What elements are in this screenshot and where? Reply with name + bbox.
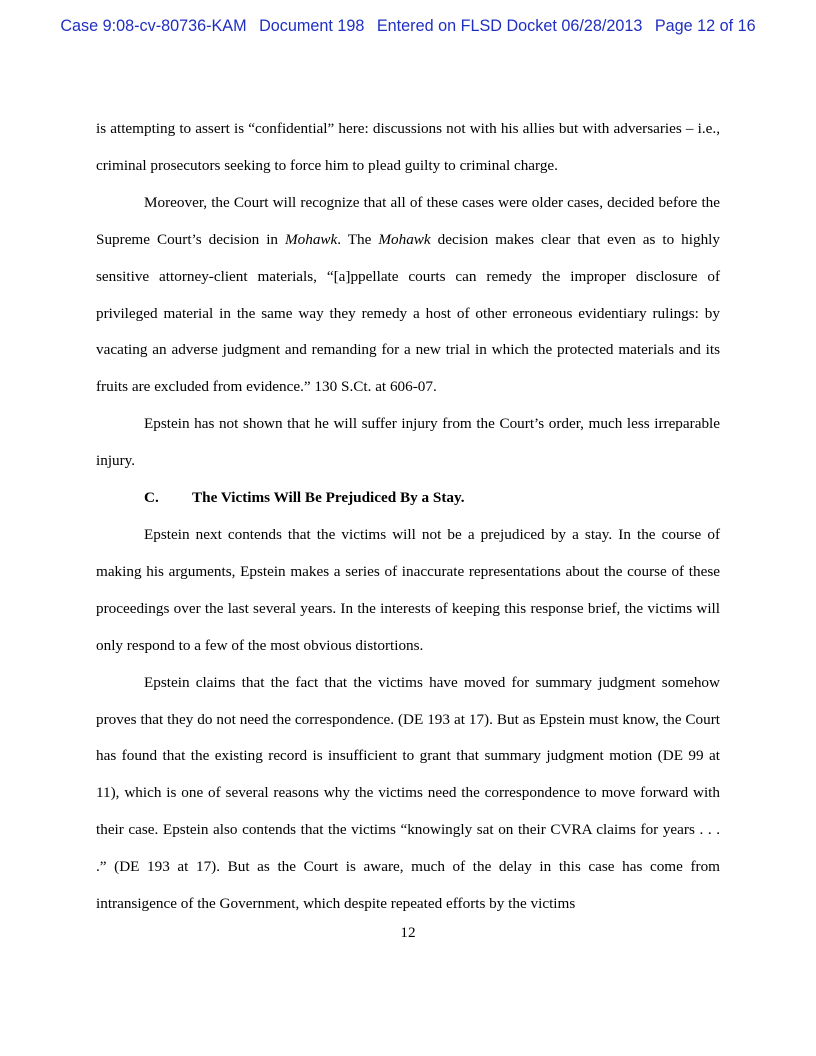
- page-number: 12: [400, 924, 416, 941]
- page-count: Page 12 of 16: [654, 17, 756, 35]
- paragraph-5: Epstein claims that the fact that the victims have moved for summary judgment somehow proves that they do not need the correspondence. (DE 193 at 17). But as Epstein must know, the Court has found that the existing record is insufficient to grant that summary judgment motion (DE 99 at 11), which is one of several reasons why the victims need the correspondence to move forward with their case. Epstein also contends that the victims “knowingly sat on their CVRA claims for years . . . .” (DE 193 at 17). But as the Court is aware, much of the delay in this case has come from intransigence of the Government, which despite repeated efforts by the victims: [96, 673, 720, 913]
- case-name-mohawk-2: Mohawk: [378, 230, 431, 248]
- section-title: The Victims Will Be Prejudiced By a Stay.: [192, 489, 465, 507]
- case-number: Case 9:08-cv-80736-KAM: [60, 17, 247, 35]
- paragraph-1: is attempting to assert is “confidential” here: discussions not with his allies but with adversaries – i.e., criminal prosecutors seeking to force him to plead guilty to criminal charge.: [96, 120, 720, 174]
- case-name-mohawk: Mohawk: [284, 230, 338, 248]
- section-heading: [96, 480, 720, 517]
- document-number: Document 198: [259, 17, 365, 35]
- paragraph-4: Epstein next contends that the victims will not be a prejudiced by a stay. In the course of making his arguments, Epstein makes a series of inaccurate representations about the course of these proceedings over the last several years. In the interests of keeping this response brief, the victims will only respond to a few of the most obvious distortions.: [96, 525, 720, 654]
- docket-entry: Entered on FLSD Docket 06/28/2013: [376, 17, 643, 35]
- docket-header: [0, 17, 816, 36]
- paragraph-2-part-c: decision makes clear that even as to highly sensitive attorney-client materials, “[a]ppellate courts can remedy the improper disclosure of privileged material in the same way they remedy a host of other erroneous evidentiary rulings: by vacating an adverse judgment and remanding for a new trial in which the protected materials and its fruits are excluded from evidence.” 130 S.Ct. at 606-07.: [96, 230, 720, 396]
- body-text: [96, 111, 720, 923]
- section-number: C.: [144, 489, 159, 507]
- paragraph-2: [96, 185, 720, 406]
- paragraph-2-part-a: Moreover, the Court will recognize that all of these cases were older cases, decided before the Supreme Court’s decision in: [96, 193, 720, 248]
- paragraph-2-part-b: . The: [337, 230, 379, 248]
- paragraph-3: Epstein has not shown that he will suffer injury from the Court’s order, much less irreparable injury.: [96, 415, 720, 470]
